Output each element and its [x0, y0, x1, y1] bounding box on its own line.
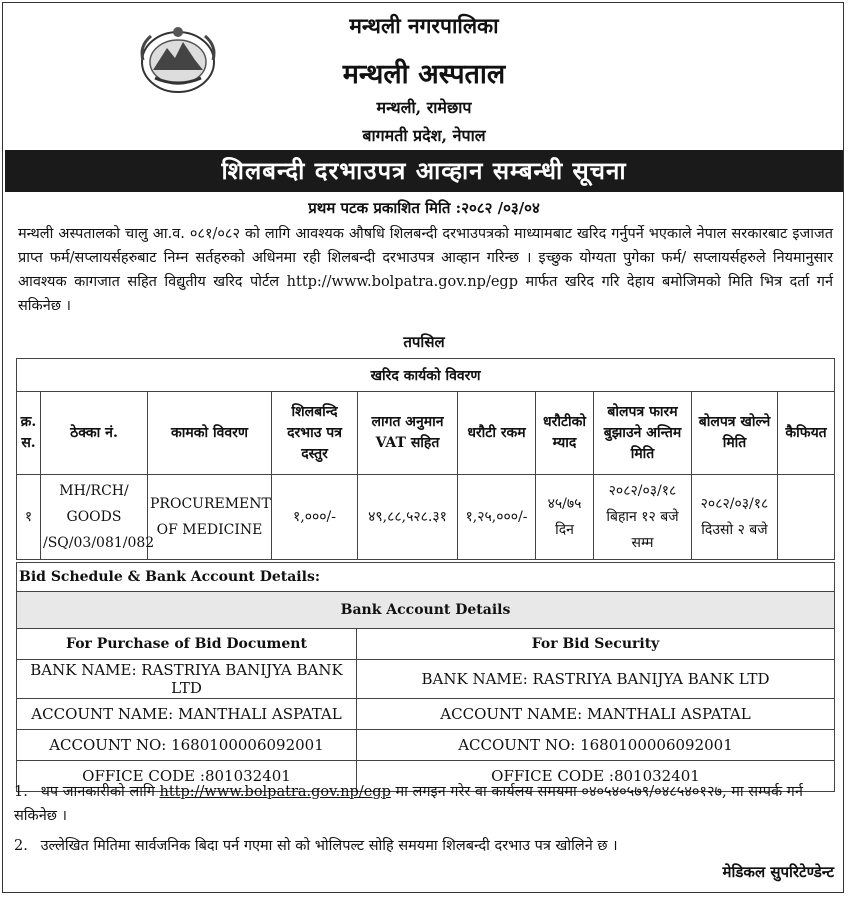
table-header-cell: क्र. स.: [17, 392, 41, 475]
table-header-cell: लागत अनुमान VAT सहित: [358, 392, 458, 475]
table-row: [17, 730, 835, 761]
municipality-name: मन्थली नगरपालिका: [349, 13, 499, 38]
table-cell: ४५/७५ दिन: [536, 475, 594, 560]
bank-details-title: Bank Account Details: [17, 592, 835, 629]
hospital-location: मन्थली, रामेछाप: [376, 98, 472, 117]
table-header-cell: बोलपत्र खोल्ने मिति: [692, 392, 778, 475]
intro-paragraph: मन्थली अस्पतालको चालु आ.व. ०८१/०८२ को लागि आवश्यक औषधि शिलबन्दी दरभाउपत्रको माध्यामबाट खरिद गर्नुपर्ने भएकाले नेपाल सरकारबाट इजाजत प्राप्त फर्म/सप्लायर्सहरुबाट निम्न सर्तहरुको अधिनमा रही शिलबन्दी दरभाउपत्र आव्हान गरिन्छ । इच्छुक योग्यता पुगेका फर्म/ सप्लायर्सहरुले नियमानुसार आवश्यक कागजात सहित विद्युतीय खरिद पोर्टल http://www.bolpatra.gov.np/egp मार्फत खरिद गरि देहाय बमोजिमको मिति भित्र दर्ता गर्न सकिनेछ ।: [18, 226, 833, 314]
table-header-cell: ठेक्का नं.: [41, 392, 148, 475]
account-no-left: ACCOUNT NO: 1680100006092001: [17, 730, 357, 761]
table-cell: [778, 475, 835, 560]
table-cell: २०८२/०३/१८ दिउसो २ बजे: [692, 475, 778, 560]
bid-document-column-header: For Purchase of Bid Document: [17, 629, 357, 660]
publish-date: प्रथम पटक प्रकाशित मिति :२०८२ /०३/०४: [308, 199, 540, 217]
account-name-left: ACCOUNT NAME: MANTHALI ASPATAL: [17, 699, 357, 730]
note-2-number: 2.: [14, 838, 28, 854]
table-header-cell: शिलबन्दि दरभाउ पत्र दस्तुर: [272, 392, 358, 475]
table-row: [17, 475, 835, 560]
account-name-right: ACCOUNT NAME: MANTHALI ASPATAL: [357, 699, 835, 730]
account-no-right: ACCOUNT NO: 1680100006092001: [357, 730, 835, 761]
details-heading: तपसिल: [403, 333, 445, 351]
table-cell: २०८२/०३/१८ बिहान १२ बजे सम्म: [594, 475, 692, 560]
note-1-pre: थप जानकारीको लागि: [40, 784, 155, 800]
signature: मेडिकल सुपरिटेण्डेन्ट: [722, 863, 834, 881]
table-cell: MH/RCH/ GOODS /SQ/03/081/082: [41, 475, 148, 560]
table-cell: ४९,८८,५२८.३१: [358, 475, 458, 560]
notice-title-banner: शिलबन्दी दरभाउपत्र आव्हान सम्बन्धी सूचना: [5, 150, 843, 192]
table-cell: १,०००/-: [272, 475, 358, 560]
bid-security-column-header: For Bid Security: [357, 629, 835, 660]
table-header-cell: धरौटीको म्याद: [536, 392, 594, 475]
hospital-name: मन्थली अस्पताल: [342, 59, 506, 90]
notice-header: [0, 0, 848, 150]
bank-details-table: [16, 562, 835, 792]
note-1-number: 1.: [14, 784, 28, 800]
table-header-cell: कामको विवरण: [148, 392, 272, 475]
bank-name-left: BANK NAME: RASTRIYA BANIJYA BANK LTD: [17, 660, 357, 699]
office-code-left: OFFICE CODE :801032401: [17, 761, 357, 792]
table-cell: १,२५,०००/-: [458, 475, 536, 560]
procurement-table: [16, 358, 835, 560]
table-header-cell: धरौटी रकम: [458, 392, 536, 475]
procurement-table-caption: खरिद कार्यको विवरण: [17, 359, 835, 392]
hospital-province: बागमती प्रदेश, नेपाल: [362, 126, 486, 145]
office-code-right: OFFICE CODE :801032401: [357, 761, 835, 792]
table-cell: PROCUREMENT OF MEDICINE: [148, 475, 272, 560]
note-1: [14, 780, 834, 828]
note-1-post: मा लगइन गरेर वा कार्यलय समयमा ०४०५४०५७९/०४८५४०१२७, मा सम्पर्क गर्न सकिनेछ ।: [14, 784, 803, 824]
bank-name-right: BANK NAME: RASTRIYA BANIJYA BANK LTD: [357, 660, 835, 699]
table-header-cell: बोलपत्र फारम बुझाउने अन्तिम मिति: [594, 392, 692, 475]
table-row: [17, 660, 835, 699]
note-2: [14, 834, 834, 858]
table-header-cell: कैफियत: [778, 392, 835, 475]
table-row: [17, 699, 835, 730]
bolpatra-portal-link[interactable]: http://www.bolpatra.gov.np/egp: [159, 784, 391, 800]
bid-schedule-label: Bid Schedule & Bank Account Details:: [17, 563, 835, 592]
note-2-text: उल्लेखित मितिमा सार्वजनिक बिदा पर्न गएमा सो को भोलिपल्ट सोहि समयमा शिलबन्दी दरभाउ पत्र खोलिने छ ।: [40, 838, 618, 854]
table-cell: १: [17, 475, 41, 560]
